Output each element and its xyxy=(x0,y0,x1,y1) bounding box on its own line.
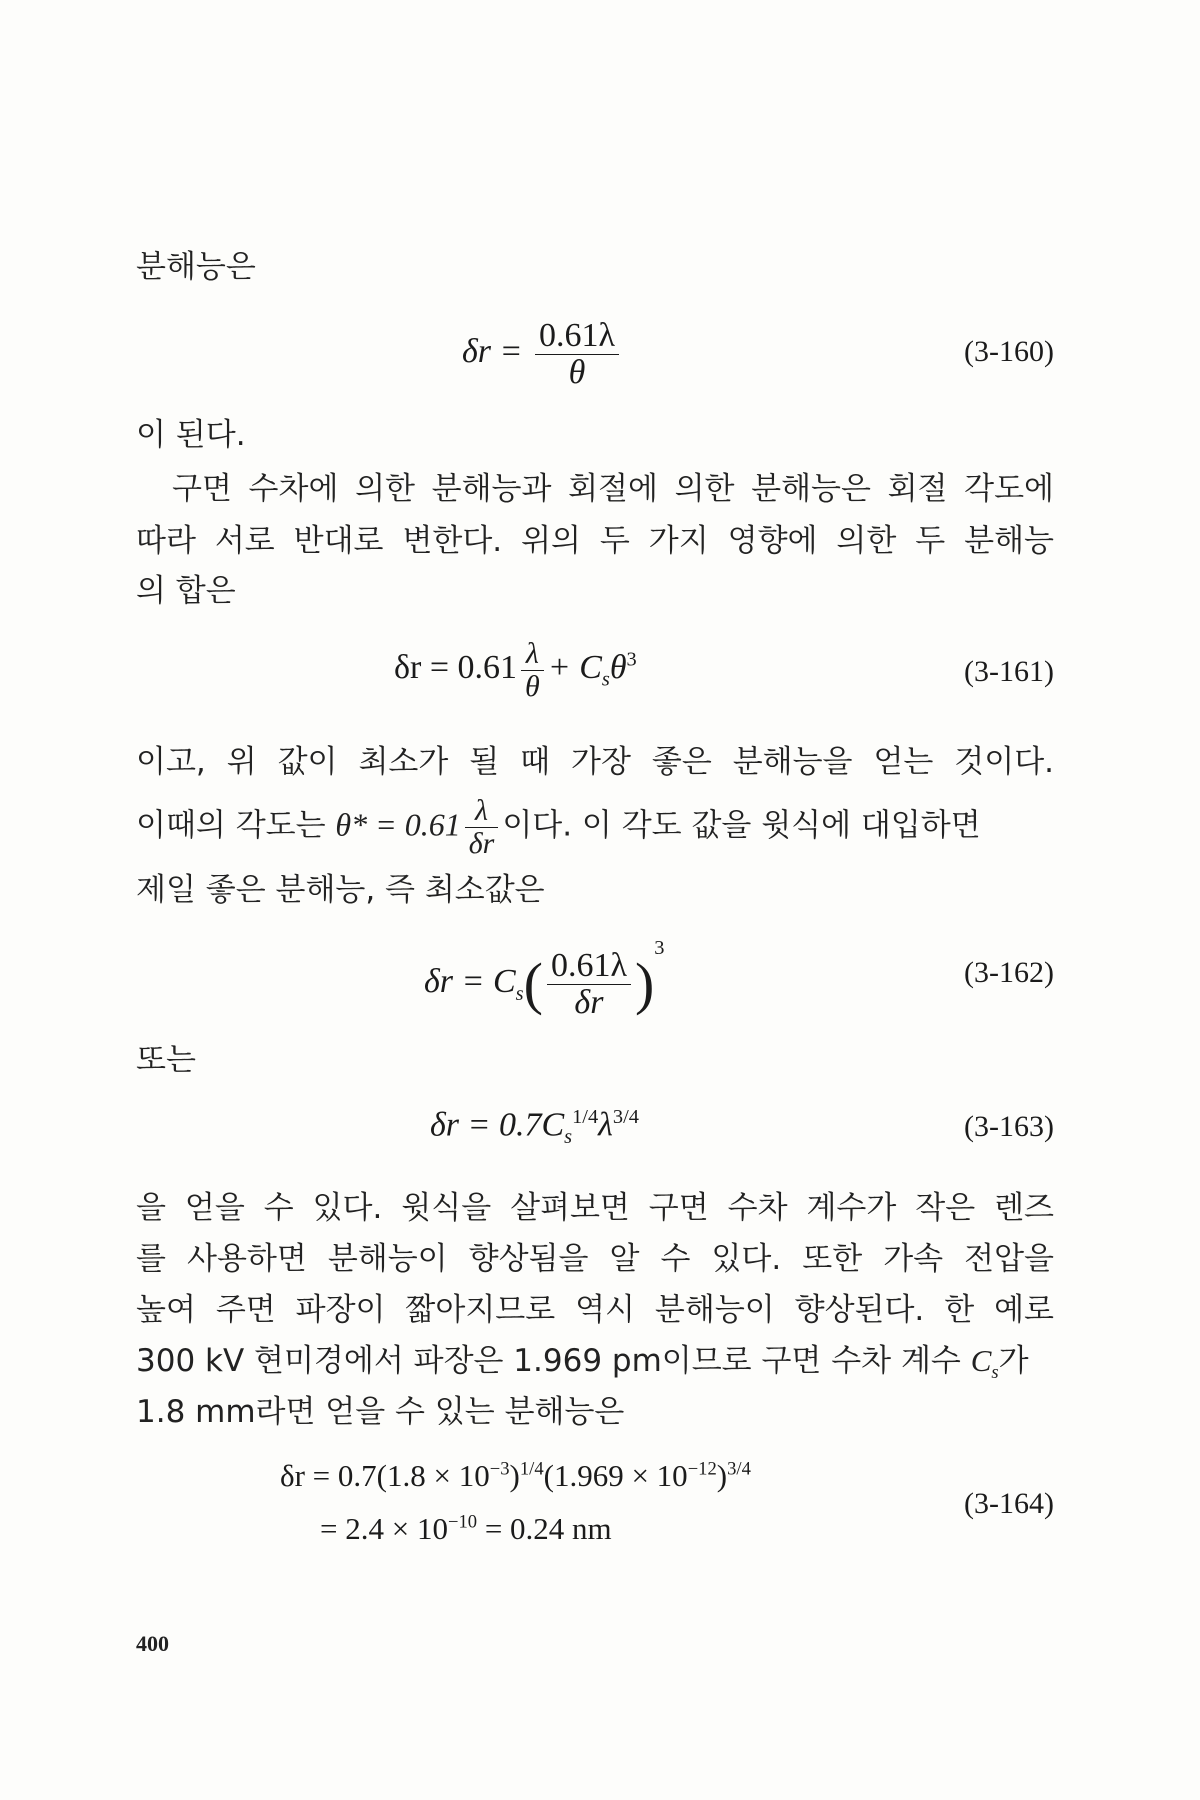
eq-exp: −3 xyxy=(489,1458,510,1480)
text-line: 따라 서로 반대로 변한다. 위의 두 가지 영향에 의한 두 분해능 xyxy=(136,523,1054,559)
text-segment: 300 kV 현미경에서 파장은 1.969 pm이므로 구면 수차 계수 xyxy=(136,1343,961,1379)
eq-subscript: s xyxy=(601,668,610,691)
numerator: 0.61λ xyxy=(535,318,619,355)
equation-number: (3-163) xyxy=(964,1110,1054,1143)
cs-symbol: C xyxy=(970,1343,992,1378)
eq-lhs: δr = 0.61 xyxy=(394,648,518,686)
text-line: 1.8 mm라면 얻을 수 있는 분해능은 xyxy=(136,1394,625,1430)
eq-superscript: 3 xyxy=(626,648,637,671)
equation-number: (3-160) xyxy=(964,335,1054,368)
text-line: 을 얻을 수 있다. 윗식을 살펴보면 구면 수차 계수가 작은 렌즈 xyxy=(136,1190,1054,1226)
cs-subscript: s xyxy=(991,1362,999,1384)
paren-left: ( xyxy=(523,951,543,1017)
equation-number: (3-164) xyxy=(964,1487,1054,1520)
equation-3-160 xyxy=(462,318,623,390)
text-segment: 이때의 각도는 xyxy=(136,807,326,844)
equation-3-163 xyxy=(430,1106,639,1149)
text-line: 이 된다. xyxy=(136,417,246,453)
text-line: 높여 주면 파장이 짧아지므로 역시 분해능이 향상된다. 한 예로 xyxy=(136,1292,1054,1328)
denominator: θ xyxy=(568,353,586,391)
eq-subscript: s xyxy=(515,982,524,1005)
numerator: λ xyxy=(465,795,499,828)
text-line: 의 합은 xyxy=(136,573,236,609)
eq-part: δr = 0.7(1.8 × 10 xyxy=(280,1458,490,1493)
text-line: 이고, 위 값이 최소가 될 때 가장 좋은 분해능을 얻는 것이다. xyxy=(136,744,1054,780)
eq-part: = 0.24 nm xyxy=(477,1511,612,1546)
equation-number: (3-161) xyxy=(964,655,1054,688)
text-line: 분해능은 xyxy=(136,249,256,285)
text-line: 를 사용하면 분해능이 향상됨을 알 수 있다. 또한 가속 전압을 xyxy=(136,1241,1054,1277)
eq-exp: −10 xyxy=(447,1511,478,1533)
numerator: 0.61λ xyxy=(547,948,631,985)
eq-exp: −12 xyxy=(687,1458,717,1480)
equation-3-161 xyxy=(394,638,637,702)
fraction xyxy=(535,318,619,390)
eq-part: (1.969 × 10 xyxy=(543,1458,688,1493)
text-line xyxy=(136,1341,1054,1393)
fraction xyxy=(547,948,631,1020)
equation-3-164-line1 xyxy=(280,1458,751,1494)
eq-part: ) xyxy=(716,1458,728,1493)
equation-3-162 xyxy=(424,937,664,1020)
inline-fraction xyxy=(465,795,499,859)
text-segment: 가 xyxy=(998,1343,1029,1379)
inline-equation-lhs: θ* = 0.61 xyxy=(335,806,461,843)
numerator: λ xyxy=(521,638,544,671)
eq-theta: θ xyxy=(609,648,627,686)
eq-superscript: 3 xyxy=(654,937,665,959)
eq-exp: 3/4 xyxy=(727,1458,751,1480)
eq-superscript: 1/4 xyxy=(572,1106,599,1128)
text-line: 구면 수차에 의한 분해능과 회절에 의한 분해능은 회절 각도에 xyxy=(172,471,1054,507)
equation-3-164-line2 xyxy=(320,1511,612,1547)
denominator: δr xyxy=(468,826,495,860)
denominator: δr xyxy=(574,983,604,1021)
eq-lhs: δr = C xyxy=(424,963,516,1000)
text-line: 제일 좋은 분해능, 즉 최소값은 xyxy=(136,872,545,908)
page-number: 400 xyxy=(136,1631,169,1656)
text-line-inline-equation xyxy=(136,794,1054,860)
text-line: 또는 xyxy=(136,1042,196,1078)
eq-part: ) xyxy=(509,1458,520,1493)
equation-number: (3-162) xyxy=(964,956,1054,989)
fraction xyxy=(521,638,544,702)
eq-lhs: δr = 0.7C xyxy=(430,1106,565,1144)
eq-lhs: δr = xyxy=(462,332,523,370)
text-segment: 이다. 이 각도 값을 윗식에 대입하면 xyxy=(502,807,981,844)
denominator: θ xyxy=(525,669,540,703)
eq-part: = 2.4 × 10 xyxy=(320,1511,448,1546)
eq-exp: 1/4 xyxy=(519,1458,544,1480)
eq-subscript: s xyxy=(564,1126,573,1149)
eq-lambda: λ xyxy=(598,1106,613,1144)
eq-term: + C xyxy=(547,648,602,686)
eq-superscript: 3/4 xyxy=(612,1106,639,1128)
paren-right: ) xyxy=(634,951,655,1017)
